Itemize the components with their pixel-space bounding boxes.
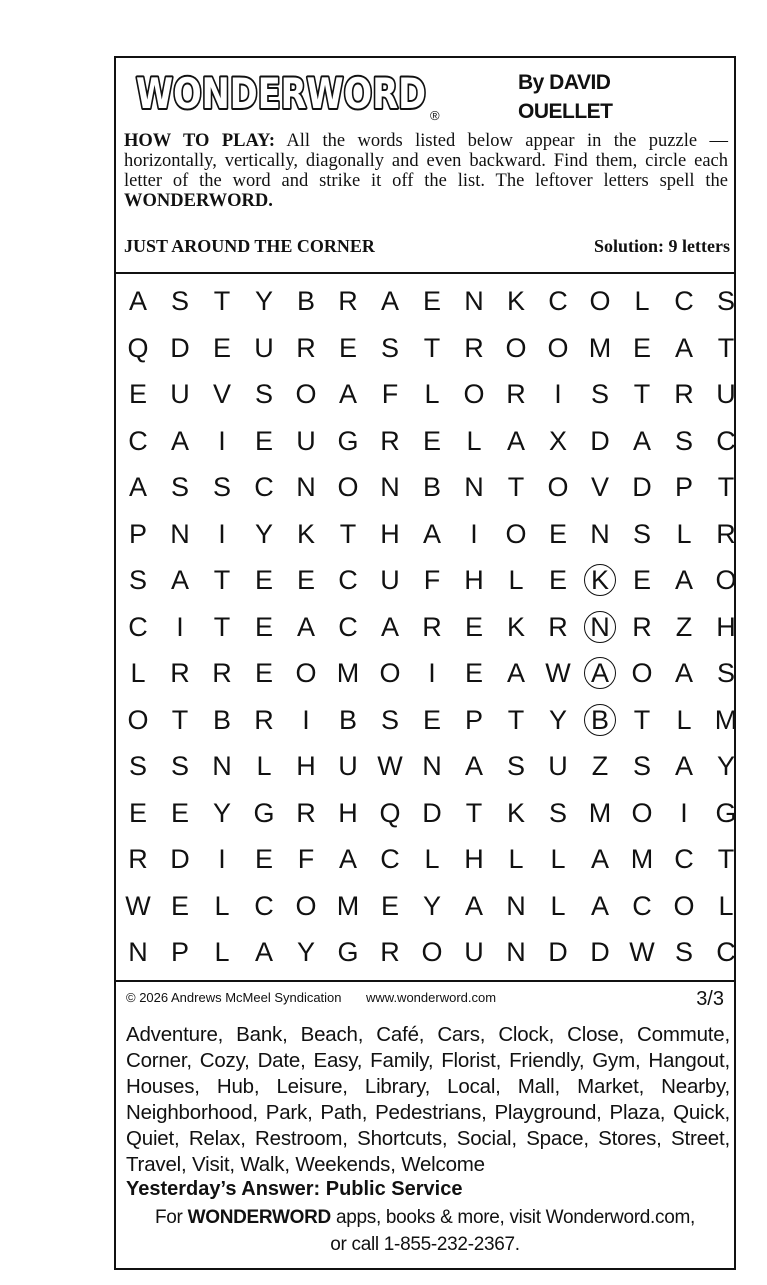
grid-letter[interactable]: U (170, 379, 190, 409)
grid-letter[interactable]: K (506, 797, 525, 828)
grid-letter[interactable]: V (590, 472, 609, 502)
grid-letter[interactable]: M (630, 844, 654, 874)
grid-letter[interactable]: R (170, 658, 190, 688)
grid-letter-circled[interactable]: A (579, 650, 621, 696)
grid-letter[interactable]: O (673, 890, 695, 921)
grid-letter[interactable]: A (674, 658, 693, 688)
grid-letter[interactable]: S (716, 658, 735, 688)
grid-letter[interactable]: A (380, 286, 399, 316)
grid-letter[interactable]: W (629, 937, 655, 967)
grid-letter[interactable]: A (296, 611, 315, 642)
grid-letter[interactable]: O (463, 379, 485, 409)
grid-letter[interactable]: G (337, 425, 359, 456)
how-to-play-lead: HOW TO PLAY: (124, 131, 275, 151)
grid-letter[interactable]: K (296, 518, 315, 549)
grid-letter[interactable]: S (170, 286, 189, 316)
grid-letter[interactable]: L (256, 751, 272, 781)
grid-letter[interactable]: I (302, 704, 310, 735)
grid-letter[interactable]: H (464, 565, 484, 595)
grid-letter[interactable]: L (550, 844, 566, 874)
grid-letter[interactable]: S (716, 286, 735, 316)
grid-letter[interactable]: A (422, 518, 441, 549)
grid-letter[interactable]: L (634, 286, 650, 316)
grid-letter[interactable]: R (716, 518, 736, 549)
grid-letter[interactable]: O (295, 379, 317, 409)
grid-letter[interactable]: B (212, 704, 231, 735)
grid-letter[interactable]: Z (591, 751, 609, 781)
grid-letter[interactable]: I (218, 425, 226, 456)
grid-letter[interactable]: A (506, 425, 525, 456)
grid-letter[interactable]: C (380, 844, 400, 874)
promo (116, 1204, 734, 1258)
grid-letter[interactable]: N (422, 751, 442, 781)
grid-letter[interactable]: S (674, 937, 693, 967)
grid-letter[interactable]: E (548, 518, 567, 549)
grid-letter[interactable]: T (213, 611, 231, 642)
grid-letter[interactable]: R (254, 704, 274, 735)
grid-letter[interactable]: R (674, 379, 694, 409)
grid-letter[interactable]: M (336, 890, 360, 921)
grid-letter[interactable]: C (674, 844, 694, 874)
grid-letter[interactable]: P (128, 518, 147, 549)
grid-letter[interactable]: E (254, 844, 273, 874)
grid-letter[interactable]: O (127, 704, 149, 735)
grid-letter[interactable]: A (128, 286, 147, 316)
grid-letter[interactable]: A (674, 751, 693, 781)
grid-letter[interactable]: A (380, 611, 399, 642)
grid-letter[interactable]: N (506, 890, 526, 921)
byline-line-1: By DAVID (518, 71, 611, 94)
grid-letter[interactable]: L (676, 704, 692, 735)
grid-letter[interactable]: D (170, 844, 190, 874)
grid-letter[interactable]: A (632, 425, 651, 456)
grid-letter[interactable]: E (212, 332, 231, 363)
grid-letter[interactable]: S (632, 518, 651, 549)
grid-letter[interactable]: G (253, 797, 275, 828)
grid-letter[interactable]: A (338, 379, 357, 409)
grid-letter[interactable]: O (631, 658, 653, 688)
grid-letter-circled[interactable]: N (579, 604, 621, 650)
puzzle-header (116, 58, 734, 272)
grid-letter-circled[interactable]: K (579, 557, 621, 603)
grid-letter[interactable]: A (338, 844, 357, 874)
promo-line-1 (116, 1204, 734, 1231)
grid-letter[interactable]: W (377, 751, 403, 781)
grid-letter[interactable]: B (338, 704, 357, 735)
copyright: © 2026 Andrews McMeel Syndication (126, 990, 342, 1005)
grid-letter[interactable]: O (421, 937, 443, 967)
grid-letter[interactable]: F (297, 844, 315, 874)
grid-letter[interactable]: C (128, 425, 148, 456)
grid-letter[interactable]: T (171, 704, 189, 735)
yesterday-answer: Yesterday’s Answer: Public Service (126, 1178, 463, 1200)
grid-letter[interactable]: A (590, 890, 609, 921)
grid-letter[interactable]: R (296, 332, 316, 363)
letter-grid (116, 274, 738, 980)
grid-letter[interactable]: N (380, 472, 400, 502)
how-to-play-tail: WONDERWORD. (124, 191, 273, 211)
grid-letter[interactable]: O (295, 890, 317, 921)
grid-letter[interactable]: W (545, 658, 571, 688)
grid-letter[interactable]: T (633, 704, 651, 735)
grid-letter[interactable]: N (506, 937, 526, 967)
grid-letter[interactable]: S (632, 751, 651, 781)
grid-letter[interactable]: C (128, 611, 148, 642)
grid-letter[interactable]: N (590, 518, 610, 549)
grid-letter[interactable]: U (548, 751, 568, 781)
grid-letter[interactable]: T (507, 704, 525, 735)
grid-letter[interactable]: C (716, 937, 736, 967)
grid-letter[interactable]: L (130, 658, 146, 688)
promo-brand: WONDERWORD (187, 1207, 331, 1228)
grid-letter[interactable]: T (717, 844, 735, 874)
grid-letter[interactable]: E (422, 425, 441, 456)
grid-letter[interactable]: E (464, 658, 483, 688)
grid-letter[interactable]: E (170, 890, 189, 921)
grid-letter[interactable]: O (505, 518, 527, 549)
grid-letter[interactable]: A (674, 565, 693, 595)
grid-letter[interactable]: O (589, 286, 611, 316)
grid-letter[interactable]: E (632, 332, 651, 363)
grid-letter[interactable]: U (464, 937, 484, 967)
grid-letter[interactable]: A (128, 472, 147, 502)
grid-letter[interactable]: Q (379, 797, 401, 828)
grid-letter[interactable]: O (715, 565, 737, 595)
grid-letter[interactable]: X (548, 425, 567, 456)
grid-letter[interactable]: C (632, 890, 652, 921)
grid-letter[interactable]: D (590, 937, 610, 967)
grid-letter[interactable]: A (464, 751, 483, 781)
page-number: 3/3 (696, 988, 724, 1010)
grid-letter[interactable]: D (632, 472, 652, 502)
promo-middle: apps, books & more, visit Wonderword.com, (335, 1207, 695, 1228)
grid-letter[interactable]: E (254, 565, 273, 595)
grid-letter[interactable]: E (128, 379, 147, 409)
grid-letter[interactable]: R (422, 611, 442, 642)
grid-letter[interactable]: L (466, 425, 482, 456)
grid-letter[interactable]: L (508, 565, 524, 595)
grid-letter[interactable]: C (674, 286, 694, 316)
grid-letter[interactable]: L (214, 937, 230, 967)
grid-letter[interactable]: E (254, 658, 273, 688)
grid-letter[interactable]: U (296, 425, 316, 456)
byline-line-2: OUELLET (518, 100, 613, 123)
grid-letter[interactable]: O (505, 332, 527, 363)
grid-letter[interactable]: A (674, 332, 693, 363)
grid-letter[interactable]: Y (548, 704, 567, 735)
grid-letter[interactable]: I (428, 658, 436, 688)
grid-letter[interactable]: R (548, 611, 568, 642)
grid-letter[interactable]: Y (254, 286, 273, 316)
grid-letter[interactable]: L (424, 379, 440, 409)
word-list: Adventure, Bank, Beach, Café, Cars, Clock, Close, Commute, Corner, Cozy, Date, Easy, Family, Florist, Friendly, Gym, Hangout, Houses, Hub, Leisure, Library, Local, Mall, Market, Nearby, Neighborhood, Park, Path, Pedestrians, Playground, Plaza, Quick, Quiet, Relax, Restroom, Shortcuts, Social, Space, Stores, Street, Travel, Visit, Walk, Weekends, Welcome (126, 1023, 730, 1176)
logo-outline: WONDERWORD (136, 69, 426, 118)
puzzle-theme: JUST AROUND THE CORNER (124, 236, 375, 256)
grid-letter[interactable]: B (422, 472, 441, 502)
grid-letter[interactable]: S (128, 565, 147, 595)
grid-letter[interactable]: E (254, 611, 273, 642)
grid-letter[interactable]: E (338, 332, 357, 363)
grid-letter[interactable]: H (464, 844, 484, 874)
grid-letter[interactable]: N (464, 286, 484, 316)
grid-letter[interactable]: I (218, 844, 226, 874)
grid-letter[interactable]: Y (422, 890, 441, 921)
grid-letter[interactable]: I (176, 611, 184, 642)
grid-letter[interactable]: A (170, 565, 189, 595)
grid-letter[interactable]: S (590, 379, 609, 409)
grid-letter[interactable]: S (170, 751, 189, 781)
grid-letter[interactable]: T (465, 797, 483, 828)
puzzle-frame (114, 56, 736, 1270)
grid-letter[interactable]: Y (254, 518, 273, 549)
grid-letter[interactable]: N (128, 937, 148, 967)
grid-letter[interactable]: R (338, 286, 358, 316)
grid-letter[interactable]: S (128, 751, 147, 781)
grid-letter[interactable]: O (631, 797, 653, 828)
grid-letter[interactable]: R (212, 658, 232, 688)
grid-letter[interactable]: S (212, 472, 231, 502)
grid-letter[interactable]: U (254, 332, 274, 363)
grid-letter[interactable]: N (296, 472, 316, 502)
grid-letter[interactable]: I (470, 518, 478, 549)
grid-letter[interactable]: R (380, 425, 400, 456)
logo-fill: WONDERWORD (136, 69, 426, 118)
grid-letter[interactable]: Y (716, 751, 735, 781)
wonderword-logo (132, 66, 452, 124)
grid-letter[interactable]: C (254, 472, 274, 502)
grid-letter[interactable]: N (464, 472, 484, 502)
grid-letter[interactable]: I (218, 518, 226, 549)
how-to-play (124, 131, 728, 211)
grid-letter[interactable]: C (254, 890, 274, 921)
promo-line-2: or call 1-855-232-2367. (330, 1234, 520, 1255)
grid-letter[interactable]: M (588, 332, 612, 363)
grid-letter[interactable]: W (125, 890, 151, 921)
grid-letter[interactable]: K (506, 286, 525, 316)
registered-mark: ® (430, 108, 440, 123)
grid-letter[interactable]: T (507, 472, 525, 502)
promo-prefix: For (154, 1207, 183, 1228)
grid-letter[interactable]: S (548, 797, 567, 828)
grid-letter[interactable]: U (338, 751, 358, 781)
grid-letter[interactable]: C (548, 286, 568, 316)
byline (518, 68, 613, 126)
grid-letter[interactable]: E (422, 286, 441, 316)
grid-letter[interactable]: R (128, 844, 148, 874)
grid-letter[interactable]: R (506, 379, 526, 409)
grid-letter[interactable]: U (380, 565, 400, 595)
grid-letter[interactable]: M (588, 797, 612, 828)
grid-letter[interactable]: A (590, 844, 609, 874)
grid-letter[interactable]: T (633, 379, 651, 409)
grid-letter[interactable]: N (170, 518, 190, 549)
grid-letter[interactable]: L (424, 844, 440, 874)
grid-letter[interactable]: E (464, 611, 483, 642)
grid-letter[interactable]: A (506, 658, 525, 688)
grid-letter[interactable]: H (380, 518, 400, 549)
grid-letter[interactable]: E (296, 565, 315, 595)
grid-letter[interactable]: O (337, 472, 359, 502)
grid-letter[interactable]: M (336, 658, 360, 688)
grid-letter[interactable]: O (547, 472, 569, 502)
grid-letter[interactable]: S (254, 379, 273, 409)
grid-letter[interactable]: E (170, 797, 189, 828)
grid-letter[interactable]: I (554, 379, 562, 409)
grid-letter[interactable]: D (422, 797, 442, 828)
grid-letter[interactable]: L (676, 518, 692, 549)
grid-letter[interactable]: A (170, 425, 189, 456)
puzzle-footer (116, 982, 734, 1268)
grid-letter[interactable]: S (674, 425, 693, 456)
grid-letter[interactable]: Y (296, 937, 315, 967)
grid-letter[interactable]: T (213, 565, 231, 595)
grid-letter[interactable]: O (547, 332, 569, 363)
grid-letter[interactable]: K (506, 611, 525, 642)
grid-letter[interactable]: N (212, 751, 232, 781)
solution-length: Solution: 9 letters (594, 236, 730, 256)
grid-letter[interactable]: S (506, 751, 525, 781)
grid-letter[interactable]: U (716, 379, 736, 409)
grid-letter[interactable]: E (128, 797, 147, 828)
grid-letter[interactable]: D (590, 425, 610, 456)
grid-letter[interactable]: E (254, 425, 273, 456)
grid-letter[interactable]: F (423, 565, 441, 595)
grid-letter[interactable]: G (337, 937, 359, 967)
grid-letter[interactable]: E (380, 890, 399, 921)
grid-letter[interactable]: A (254, 937, 273, 967)
grid-letter[interactable]: T (423, 332, 441, 363)
how-to-play-body: All the words listed below appear in the puzzle — horizontally, vertically, diagonally and even backward. Find them, circle each letter of the word and strike it off the list. The leftover letters spell the (124, 131, 728, 191)
grid-letter[interactable]: Y (212, 797, 231, 828)
grid-letter[interactable]: O (379, 658, 401, 688)
grid-letter[interactable]: Q (127, 332, 149, 363)
grid-letter[interactable]: L (550, 890, 566, 921)
grid-letter-circled[interactable]: B (579, 697, 621, 743)
grid-letter[interactable]: L (214, 890, 230, 921)
grid-letter[interactable]: O (295, 658, 317, 688)
grid-letter[interactable]: B (296, 286, 315, 316)
grid-letter[interactable]: A (464, 890, 483, 921)
grid-letter[interactable]: F (381, 379, 399, 409)
grid-letter[interactable]: E (422, 704, 441, 735)
grid-letter[interactable]: P (674, 472, 693, 502)
grid-letter[interactable]: V (212, 379, 231, 409)
grid-letter[interactable]: L (508, 844, 524, 874)
grid-letter[interactable]: H (296, 751, 316, 781)
grid-letter[interactable]: C (338, 565, 358, 595)
grid-letter[interactable]: S (170, 472, 189, 502)
grid-letter[interactable]: G (715, 797, 737, 828)
grid-letter[interactable]: T (717, 472, 735, 502)
grid-letter[interactable]: S (380, 704, 399, 735)
grid-letter[interactable]: M (714, 704, 738, 735)
grid-letter[interactable]: H (338, 797, 358, 828)
grid-letter[interactable]: D (548, 937, 568, 967)
grid-letter[interactable]: R (632, 611, 652, 642)
grid-letter[interactable]: T (339, 518, 357, 549)
grid-letter[interactable]: E (548, 565, 567, 595)
grid-letter[interactable]: T (213, 286, 231, 316)
grid-letter[interactable]: T (717, 332, 735, 363)
grid-letter[interactable]: P (464, 704, 483, 735)
grid-letter[interactable]: I (680, 797, 688, 828)
grid-letter[interactable]: D (170, 332, 190, 363)
website-link[interactable]: www.wonderword.com (366, 990, 497, 1005)
grid-letter[interactable]: R (380, 937, 400, 967)
grid-letter[interactable]: C (716, 425, 736, 456)
grid-letter[interactable]: R (464, 332, 484, 363)
grid-letter[interactable]: P (170, 937, 189, 967)
grid-letter[interactable]: Z (675, 611, 693, 642)
grid-letter[interactable]: E (632, 565, 651, 595)
grid-letter[interactable]: L (718, 890, 734, 921)
grid-letter[interactable]: C (338, 611, 358, 642)
grid-letter[interactable]: S (380, 332, 399, 363)
grid-letter[interactable]: R (296, 797, 316, 828)
grid-letter[interactable]: H (716, 611, 736, 642)
